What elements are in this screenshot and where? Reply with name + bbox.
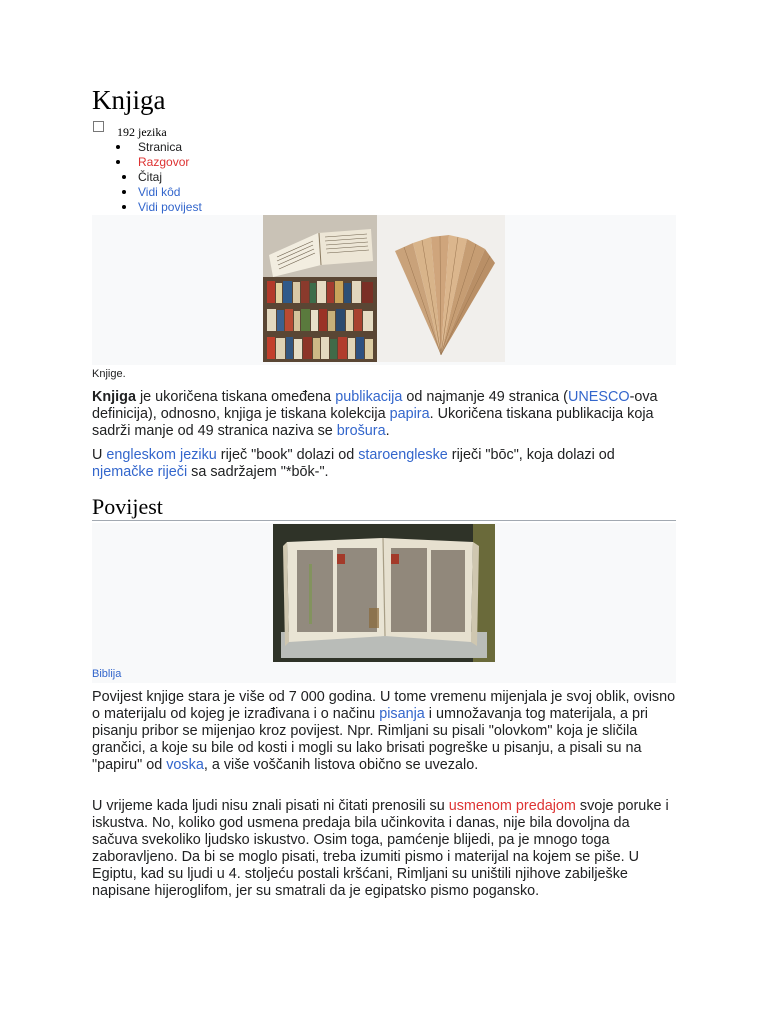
link-engleski-jezik[interactable]: engleskom jeziku [106,447,217,463]
bullet-icon [116,145,120,149]
bullet-icon [116,160,120,164]
action-label[interactable]: Razgovor [138,155,190,169]
section-heading-povijest: Povijest [92,494,676,521]
action-citaj[interactable] [138,170,162,184]
books-image[interactable] [263,215,505,362]
text-span: riječ "book" dolazi od [216,447,359,463]
text-span: U [92,447,107,463]
action-vidi-povijest[interactable] [138,200,202,214]
text-span: . Ukoričena tiskana publikacija koja sadrži manje od 49 stranica naziva se [92,406,654,439]
link-staroengleske[interactable]: staroengleske [358,447,448,463]
link-unesco[interactable]: UNESCO [567,389,630,405]
text-span: sa sadržajem "*bōk-". [187,464,329,480]
bible-image[interactable] [273,524,495,662]
term-bold: Knjiga [92,389,136,405]
text-span: riječi "bōc", koja dolazi od [447,447,615,463]
figure-books [92,215,676,365]
action-stranica[interactable] [138,140,182,154]
bullet-icon [122,190,126,194]
text-span: -ova definicija), odnosno, knjiga je tiskana kolekcija [92,389,658,422]
history-paragraph-1 [92,689,676,774]
bullet-icon [122,175,126,179]
text-span: svoje poruke i iskustva. No, koliko god usmena predaja bila učinkovita i danas, nije bila dovoljna da sačuva svekoliko ljudsko iskustvo. Osim toga, pamćenje blijedi, pa je mnogo toga zaboravljeno. Da bi se moglo pisati, treba izumiti pismo i materijal na kojem se piše. U Egiptu, kad su ljudi u 4. stoljeću postali kršćani, Rimljani su uništili njihove zabilješke napisane hijeroglifom, jer su smatrali da je egipatsko pismo pogansko. [92,798,669,899]
link-voska[interactable]: voska [166,757,204,773]
history-paragraph-2 [92,798,676,900]
text-span: Povijest knjige stara je više od 7 000 godina. U tome vremenu mijenjala je svoj oblik, ovisno o materijalu od kojeg je izrađivana i o načinu [92,689,676,722]
action-label[interactable]: Vidi kôd [138,185,181,199]
action-label[interactable]: Čitaj [138,170,163,184]
figure-bible [92,523,676,683]
link-brosura[interactable]: brošura [336,423,386,439]
link-njemacke-rijeci[interactable]: njemačke riječi [92,464,188,480]
intro-paragraph-2 [92,447,676,481]
language-checkbox[interactable] [93,121,104,132]
figure-caption-books: Knjige. [92,368,126,380]
action-vidi-kod[interactable] [138,185,180,199]
intro-paragraph-1 [92,389,676,440]
link-pisanja[interactable]: pisanja [379,706,425,722]
text-span: U vrijeme kada ljudi nisu znali pisati ni čitati prenosili su [92,798,449,814]
text-span: , a više voščanih listova obično se uvezalo. [203,757,479,773]
action-label[interactable]: Stranica [138,140,183,154]
figure-caption-bible[interactable]: Biblija [92,668,122,680]
text-span: i umnožavanja tog materijala, a pri pisanju pribor se mijenjao kroz povijest. Npr. Rimljani su pisali "olovkom" koja je sličila grančici, a koje su bile od kosti i mogli su lako brisati pogreške u pisanju, a pisali su na "papiru" od [92,706,648,773]
link-papira[interactable]: papira [389,406,430,422]
text-span: . [385,423,390,439]
text-span: od najmanje 49 stranica ( [402,389,568,405]
page-title: Knjiga [92,85,166,115]
bullet-icon [122,205,126,209]
link-publikacija[interactable]: publikacija [335,389,403,405]
text-span: je ukoričena tiskana omeđena [135,389,336,405]
language-count-label[interactable]: 192 jezika [117,125,167,139]
link-usmenom-predajom[interactable]: usmenom predajom [448,798,576,814]
action-razgovor[interactable] [138,155,189,169]
action-label[interactable]: Vidi povijest [138,200,202,214]
